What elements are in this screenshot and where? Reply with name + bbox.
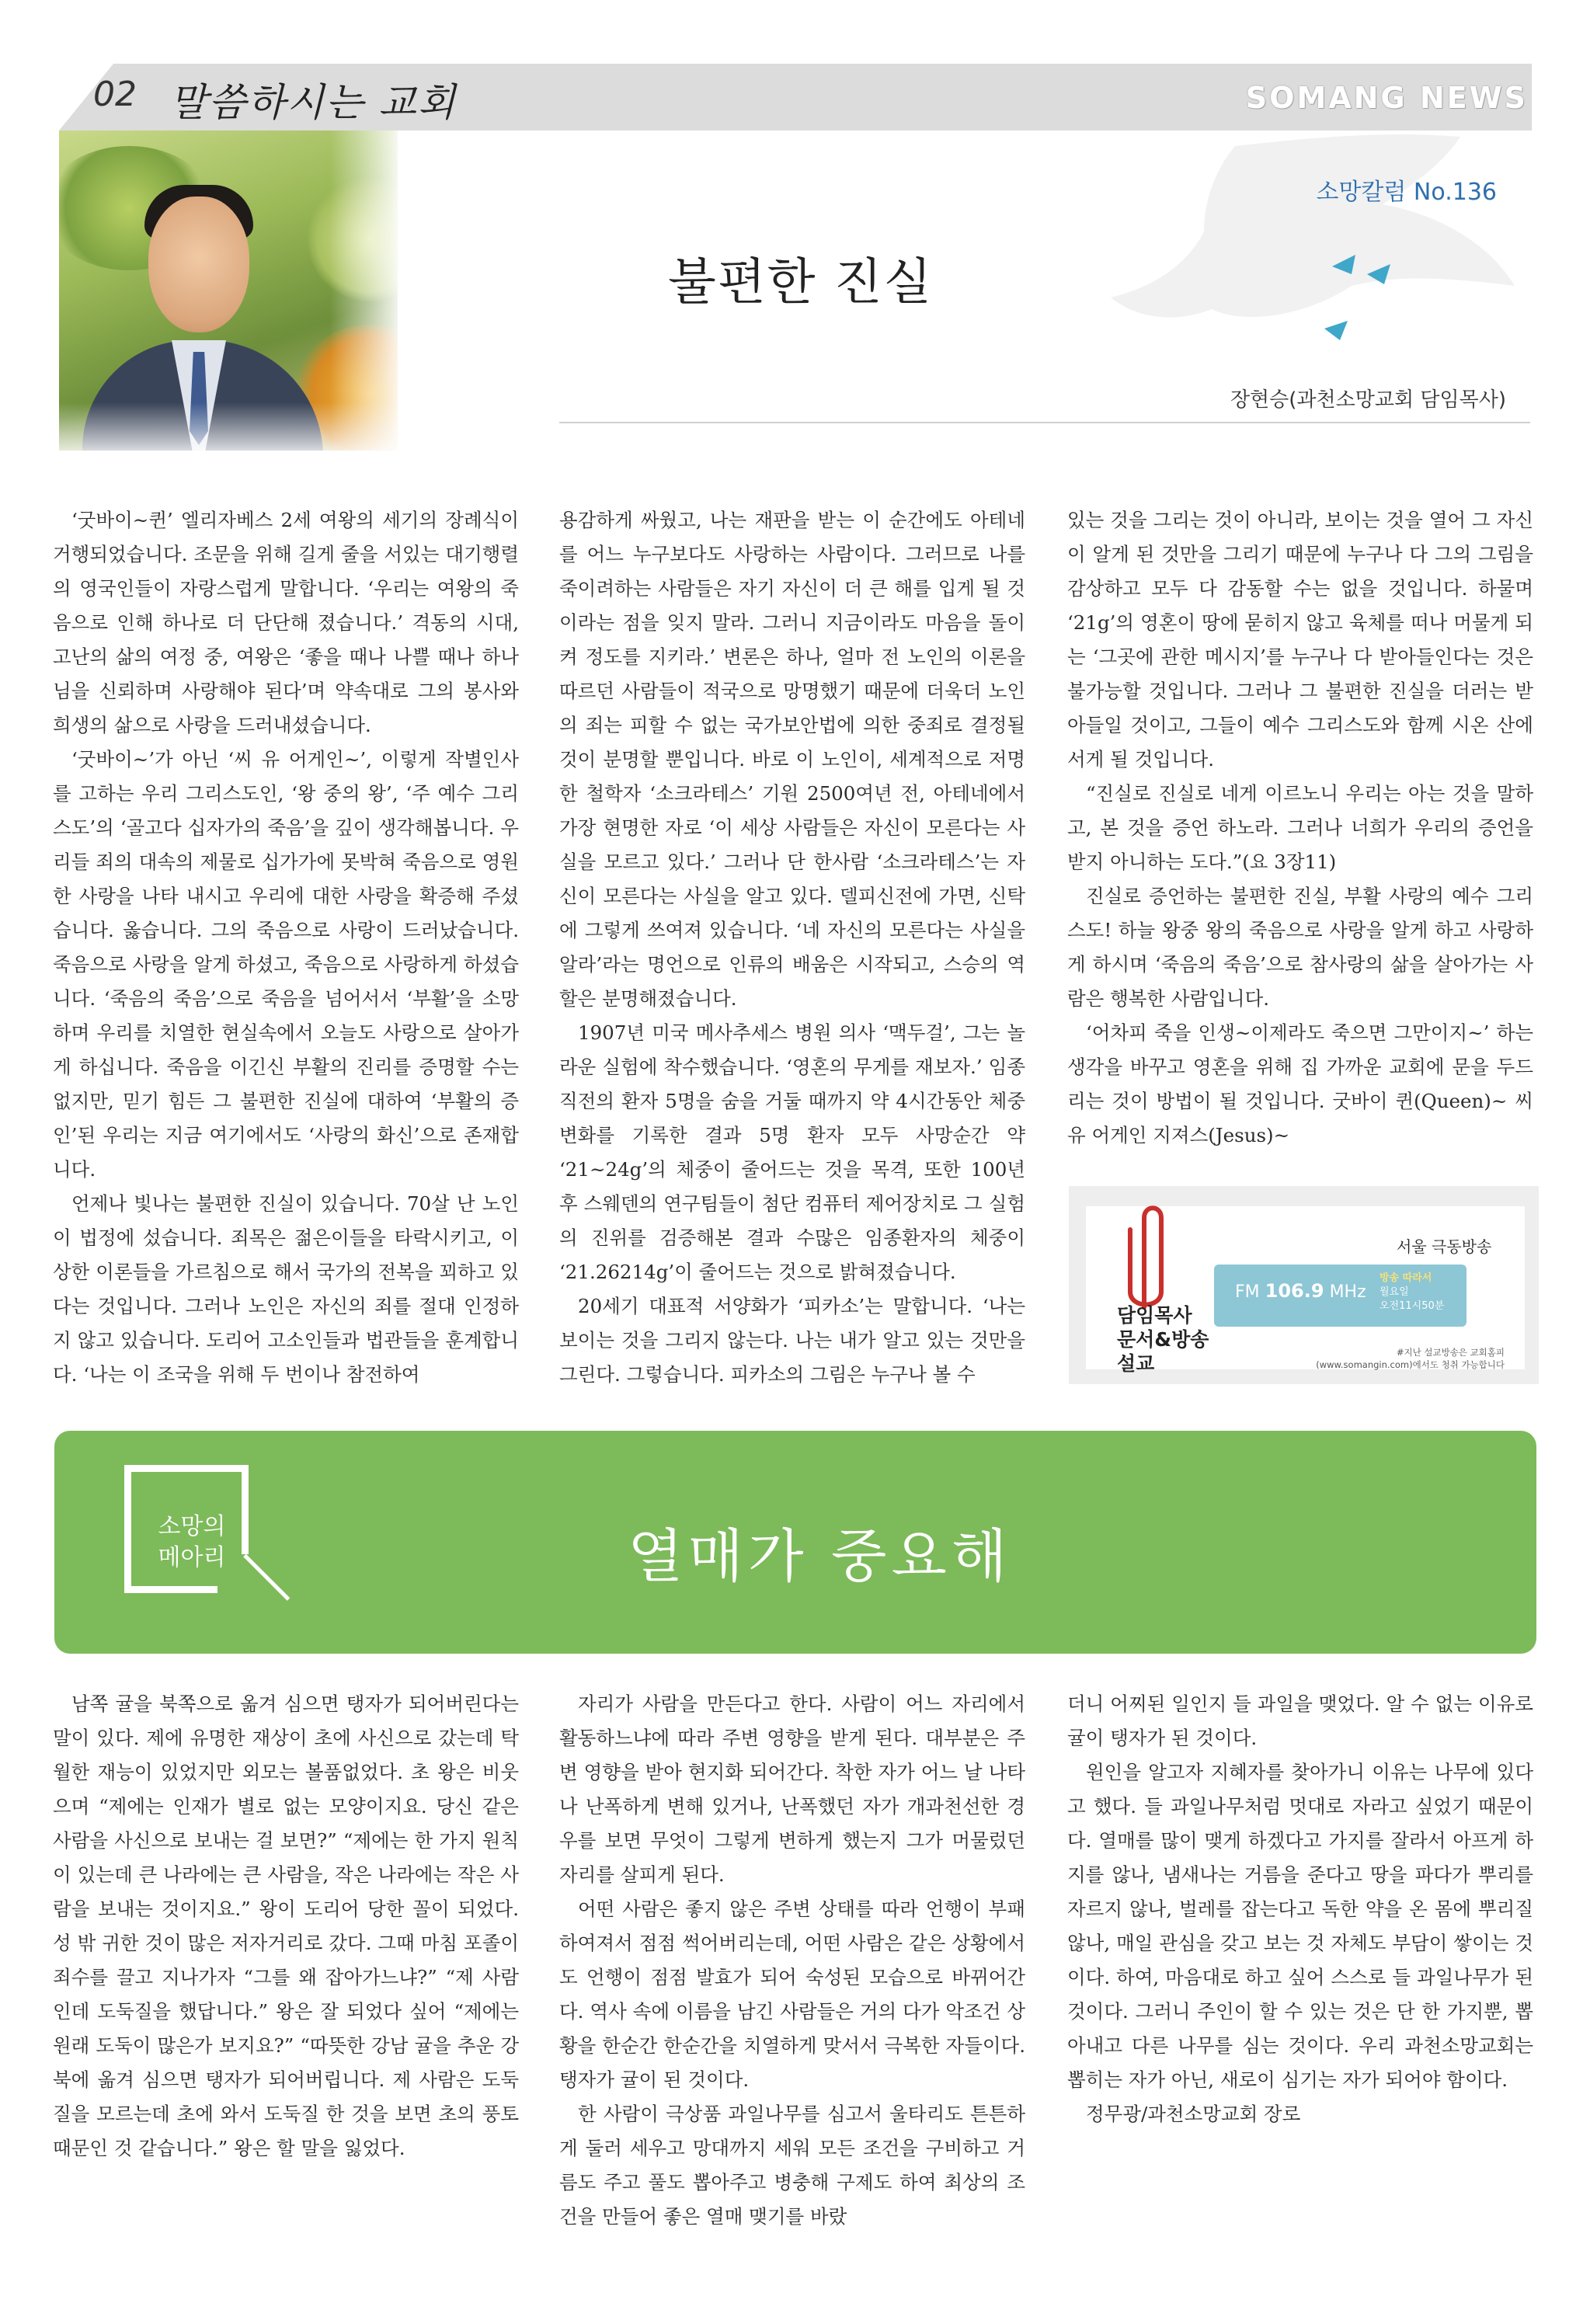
paragraph: 자리가 사람을 만든다고 한다. 사람이 어느 자리에서 활동하느냐에 따라 주변 영향을 받게 된다. 대부분은 주변 영향을 받아 현지화 되어간다. 착한 자가 어느 날 나타나 난폭하게 변해 있거나, 난폭했던 자가 개과천선한 경우를 보면 무엇이 그렇게 변하게 했는지 그가 머물렀던 자리를 살피게 된다. <box>559 1693 1025 1886</box>
note-line-1: #지난 설교방송은 교회홈피 <box>1396 1347 1505 1358</box>
section-title: 말씀하시는 교회 <box>169 80 457 125</box>
paragraph: ‘굿바이~퀸’ 엘리자베스 2세 여왕의 세기의 장례식이 거행되었습니다. 조문을 위해 길게 줄을 서있는 대기행렬의 영국인들이 자랑스럽게 말합니다. ‘우리는 여왕의 죽음으로 인해 하나로 더 단단해 졌습니다.’ 격동의 시대, 고난의 삶의 여정 중, 여왕은 ‘좋을 때나 나쁠 때나 하나님을 신뢰하며 사랑해야 된다’며 약속대로 그의 봉사와 희생의 삶으로 사랑을 드러내셨습니다. <box>53 509 519 736</box>
frequency-unit: MHz <box>1329 1282 1366 1302</box>
page-number: 02 <box>93 75 137 114</box>
paragraph: 언제나 빛나는 불편한 진실이 있습니다. 70살 난 노인이 법정에 섰습니다. 죄목은 젊은이들을 타락시키고, 이상한 이론들을 가르침으로 해서 국가의 전복을 꾀하고 있다는 것입니다. 그러나 노인은 자신의 죄를 절대 인정하지 않고 있습니다. 도리어 고소인들과 법관들을 훈계합니다. ‘나는 이 조국을 위해 두 번이나 참전하여 <box>53 1192 519 1386</box>
broadcast-station: 서울 극동방송 <box>1397 1237 1492 1256</box>
broadcast-info-box <box>1069 1186 1539 1384</box>
paragraph: 진실로 증언하는 불편한 진실, 부활 사랑의 예수 그리스도! 하늘 왕중 왕의 죽음으로 사랑을 알게 하고 사랑하게 하시며 ‘죽음의 죽음’으로 참사랑의 삶을 살아가는 사람은 행복한 사람입니다. <box>1067 885 1533 1010</box>
frequency-prefix: FM <box>1235 1282 1260 1302</box>
article-column-2 <box>559 503 1025 1392</box>
echo-column-2 <box>559 1687 1025 2234</box>
paragraph: 20세기 대표적 서양화가 ‘피카소’는 말합니다. ‘나는 보이는 것을 그리지 않는다. 나는 내가 알고 있는 것만을 그린다. 그렇습니다. 피카소의 그림은 누구나 볼 수 <box>559 1295 1025 1386</box>
paragraph: 더니 어찌된 일인지 들 과일을 맺었다. 알 수 없는 이유로 귤이 탱자가 된 것이다. <box>1067 1693 1533 1749</box>
schedule-time: 오전11시50분 <box>1380 1300 1445 1312</box>
brand-logo: SOMANG NEWS <box>1245 81 1528 115</box>
paragraph: 있는 것을 그리는 것이 아니라, 보이는 것을 열어 그 자신이 알게 된 것만을 그리기 때문에 누구나 다 그의 그림을 감상하고 모두 다 감동할 수는 없을 것입니다. 하물며 ‘21g’의 영혼이 땅에 묻히지 않고 육체를 떠나 머물게 되는 ‘그곳에 관한 메시지’를 누구나 다 받아들인다는 것은 불가능할 것입니다. 그러나 그 불편한 진실을 더러는 받아들일 것이고, 그들이 예수 그리스도와 함께 시온 산에 서게 될 것입니다. <box>1067 509 1533 771</box>
broadcast-title: 담임목사 문서&방송 설교 <box>1117 1304 1209 1375</box>
dove-illustration <box>979 130 1522 387</box>
divider <box>559 422 1530 423</box>
broadcast-schedule <box>1380 1272 1444 1313</box>
paperclip-icon <box>1121 1199 1167 1315</box>
column-number-label: 소망칼럼 No.136 <box>1316 179 1497 206</box>
note-line-2: (www.somangin.com)에서도 청취 가능합니다 <box>1316 1359 1505 1370</box>
paragraph: 한 사람이 극상품 과일나무를 심고서 울타리도 튼튼하게 둘러 세우고 망대까지 세워 모든 조건을 구비하고 거름도 주고 풀도 뽑아주고 병충해 구제도 하여 최상의 조건을 만들어 좋은 열매 맺기를 바랐 <box>559 2103 1025 2228</box>
schedule-day: 월요일 <box>1380 1286 1409 1298</box>
schedule-highlight: 방송 따라서 <box>1380 1272 1432 1284</box>
paragraph: 원인을 알고자 지혜자를 찾아가니 이유는 나무에 있다고 했다. 들 과일나무처럼 멋대로 자라고 싶었기 때문이다. 열매를 많이 맺게 하겠다고 가지를 잘라서 아프게 하지를 않나, 냄새나는 거름을 준다고 땅을 파다가 뿌리를 자르지 않나, 벌레를 잡는다고 독한 약을 온 몸에 뿌리질 않나, 매일 관심을 갖고 보는 것 자체도 부담이 쌓이는 것이다. 하여, 마음대로 하고 싶어 스스로 들 과일나무가 된 것이다. 그러니 주인이 할 수 있는 것은 단 한 가지뿐, 뽑아내고 다른 나무를 심는 것이다. 우리 과천소망교회는 뽑히는 자가 아닌, 새로이 심기는 자가 되어야 함이다. <box>1067 1761 1533 2091</box>
paragraph: 남쪽 귤을 북쪽으로 옮겨 심으면 탱자가 되어버린다는 말이 있다. 제에 유명한 재상이 초에 사신으로 갔는데 탁월한 재능이 있었지만 외모는 볼품없었다. 초 왕은 비웃으며 “제에는 인재가 별로 없는 모양이지요. 당신 같은 사람을 사신으로 보내는 걸 보면?” “제에는 한 가지 원칙이 있는데 큰 나라에는 큰 사람을, 작은 나라에는 작은 사람을 보내는 것이지요.” 왕이 도리어 당한 꼴이 되었다. 성 밖 귀한 것이 많은 저자거리로 갔다. 그때 마침 포졸이 죄수를 끌고 지나가자 “그를 왜 잡아가느냐?” “제 사람인데 도둑질을 했답니다.” 왕은 잘 되었다 싶어 “제에는 원래 도둑이 많은가 보지요?” “따뜻한 강남 귤을 추운 강북에 옮겨 심으면 탱자가 되어버립니다. 제 사람은 도둑질을 모르는데 초에 와서 도둑질 한 것을 보면 초의 풍토 때문인 것 같습니다.” 왕은 할 말을 잃었다. <box>53 1693 519 2159</box>
article-column-1 <box>53 503 519 1392</box>
banner-frame-bottom <box>124 1586 217 1593</box>
paragraph: ‘굿바이~’가 아닌 ‘씨 유 어게인~’, 이렇게 작별인사를 고하는 우리 그리스도인, ‘왕 중의 왕’, ‘주 예수 그리스도’의 ‘골고다 십자가의 죽음’을 깊이 생각해봅니다. 우리들 죄의 대속의 제물로 십가가에 못박혀 죽음으로 영원한 사랑을 나타 내시고 우리에 대한 사랑을 확증해 주셨습니다. 옳습니다. 그의 죽음으로 사랑이 드러났습니다. 죽음으로 사랑을 알게 하셨고, 죽음으로 사랑하게 하셨습니다. ‘죽음의 죽음’으로 죽음을 넘어서서 ‘부활’을 소망하며 우리를 치열한 현실속에서 오늘도 사랑으로 살아가게 하십니다. 죽음을 이긴신 부활의 진리를 증명할 수는 없지만, 믿기 힘든 그 불편한 진실에 대하여 ‘부활의 증인’된 우리는 지금 여기에서도 ‘사랑의 화신’으로 존재합니다. <box>53 748 519 1181</box>
paragraph: 어떤 사람은 좋지 않은 주변 상태를 따라 언행이 부패하여져서 점점 썩어버리는데, 어떤 사람은 같은 상황에서도 언행이 점점 발효가 되어 숙성된 모습으로 바뀌어간다. 역사 속에 이름을 남긴 사람들은 거의 다가 악조건 상황을 한순간 한순간을 치열하게 맞서서 극복한 자들이다. 탱자가 귤이 된 것이다. <box>559 1898 1025 2091</box>
article-column-3 <box>1067 503 1533 1153</box>
paragraph: ‘어차피 죽을 인생~이제라도 죽으면 그만이지~’ 하는 생각을 바꾸고 영혼을 위해 집 가까운 교회에 문을 두드리는 것이 방법이 될 것입니다. 굿바이 퀸(Queen)~ 씨 유 어게인 지져스(Jesus)~ <box>1067 1021 1533 1146</box>
echo-column-1 <box>53 1687 519 2166</box>
broadcast-note <box>1316 1346 1505 1371</box>
article-title: 불편한 진실 <box>668 254 934 311</box>
echo-column-3 <box>1067 1687 1533 2131</box>
frequency-value: 106.9 <box>1265 1280 1324 1302</box>
pastor-photo <box>59 130 398 451</box>
paragraph: 1907년 미국 메사추세스 병원 의사 ‘맥두걸’, 그는 놀라운 실험에 착수했습니다. ‘영혼의 무게를 재보자.’ 임종직전의 환자 5명을 숨을 거둘 때까지 약 4시간동안 체중변화를 기록한 결과 5명 환자 모두 사망순간 약 ‘21~24g’의 체중이 줄어드는 것을 목격, 또한 100년 후 스웨덴의 연구팀들이 첨단 컴퓨터 제어장치로 그 실험의 진위를 검증해본 결과 수많은 임종환자의 체중이 ‘21.26214g’이 줄어드는 것으로 밝혀졌습니다. <box>559 1021 1025 1283</box>
paragraph: “진실로 진실로 네게 이르노니 우리는 아는 것을 말하고, 본 것을 증언 하노라. 그러나 너희가 우리의 증언을 받지 아니하는 도다.”(요 3장11) <box>1067 782 1533 873</box>
frequency-text <box>1235 1280 1366 1302</box>
paragraph: 용감하게 싸웠고, 나는 재판을 받는 이 순간에도 아테네를 어느 누구보다도 사랑하는 사람이다. 그러므로 나를 죽이려하는 사람들은 자기 자신이 더 큰 해를 입게 될 것이라는 점을 잊지 말라. 그러니 지금이라도 마음을 돌이켜 정도를 지키라.’ 변론은 하나, 얼마 전 노인의 이론을 따르던 사람들이 적국으로 망명했기 때문에 더욱더 노인의 죄는 피할 수 없는 국가보안법에 의한 중죄로 결정될 것이 분명할 뿐입니다. 바로 이 노인이, 세계적으로 저명한 철학자 ‘소크라테스’ 기원 2500여년 전, 아테네에서 가장 현명한 자로 ‘이 세상 사람들은 자신이 모른다는 사실을 모르고 있다.’ 그러나 단 한사람 ‘소크라테스’는 자신이 모른다는 사실을 알고 있다. 델피신전에 가면, 신탁에 그렇게 쓰여져 있습니다. ‘네 자신의 모른다는 사실을 알라’라는 명언으로 인류의 배움은 시작되고, 스승의 역할은 분명해졌습니다. <box>559 509 1025 1010</box>
banner-frame-right <box>242 1465 249 1554</box>
echo-section-label: 소망의 메아리 <box>158 1513 226 1571</box>
echo-title: 열매가 중요해 <box>628 1523 1012 1590</box>
broadcast-card <box>1086 1206 1525 1375</box>
article-author: 장현승(과천소망교회 담임목사) <box>1230 388 1506 412</box>
echo-author: 정무광/과천소망교회 장로 <box>1086 2103 1301 2125</box>
